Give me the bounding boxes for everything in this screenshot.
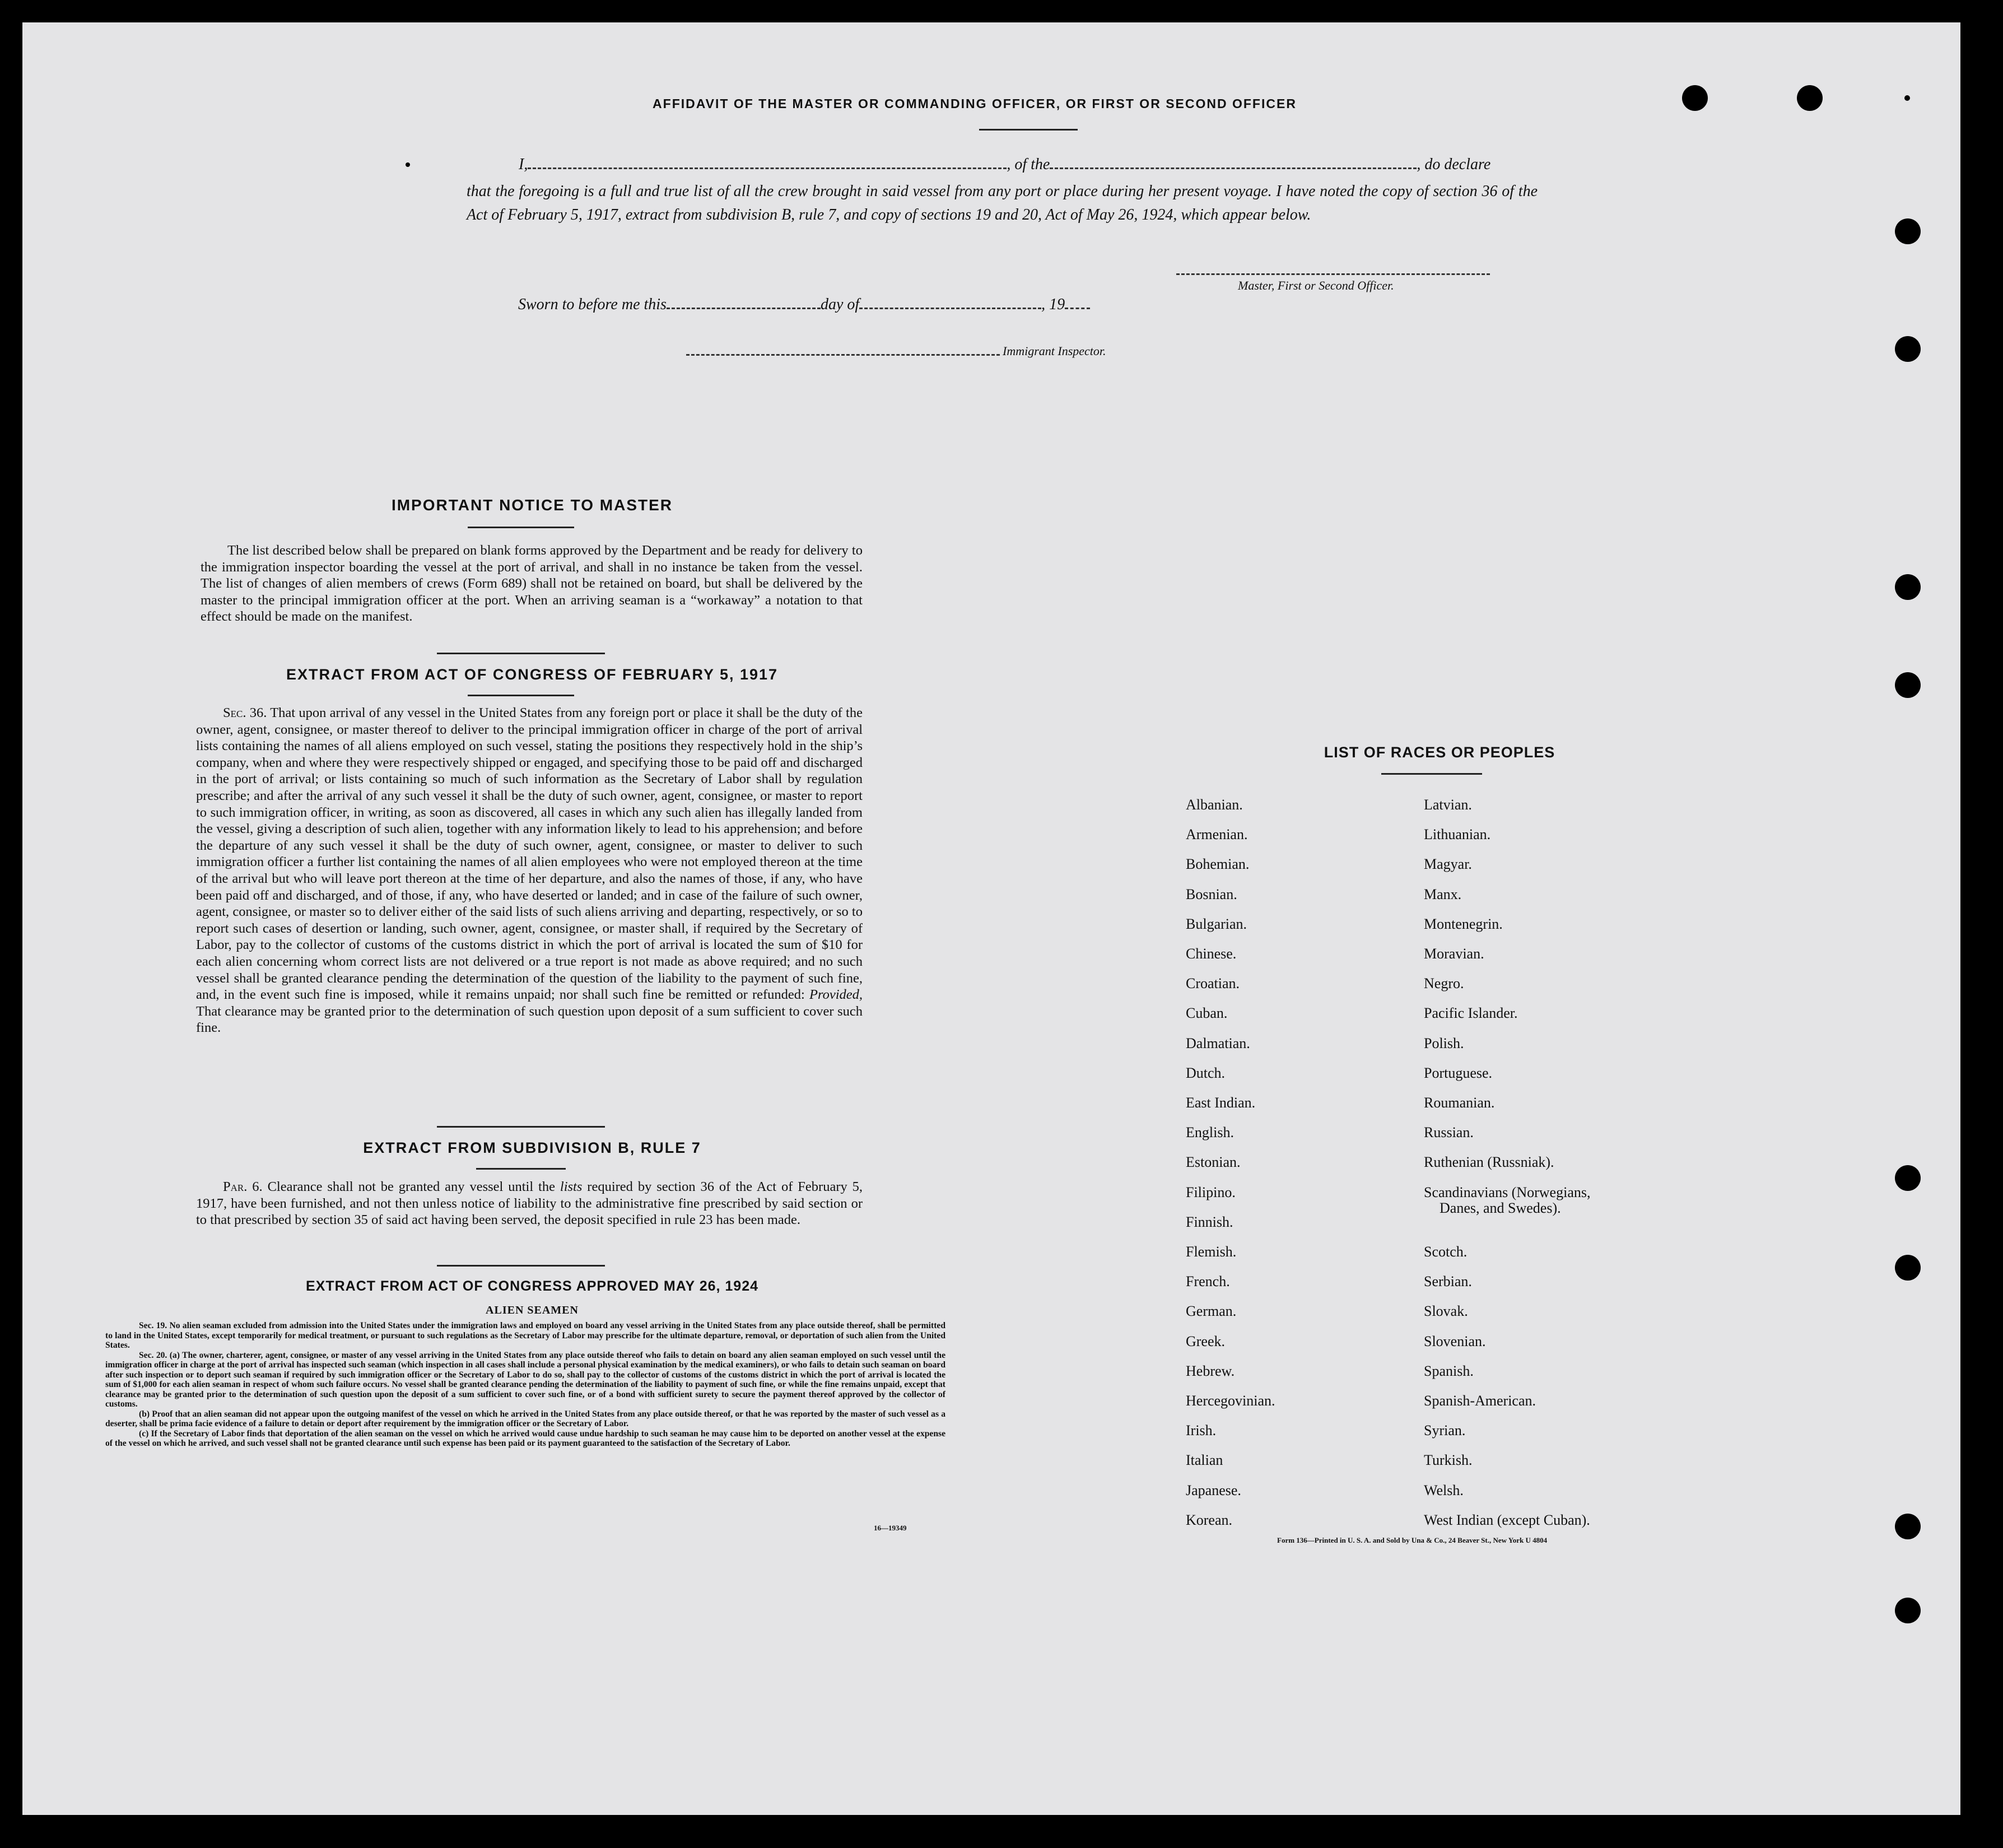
race-item: Cuban. (1186, 1005, 1228, 1022)
vessel-blank (1050, 157, 1417, 169)
race-item: Bohemian. (1186, 856, 1250, 873)
race-item: Portuguese. (1424, 1064, 1493, 1081)
race-item: Russian. (1424, 1124, 1474, 1141)
affidavit-title: AFFIDAVIT OF THE MASTER OR COMMANDING OFFICER, OR FIRST OR SECOND OFFICER (653, 96, 1297, 111)
race-item: Scandinavians (Norwegians, (1424, 1184, 1591, 1200)
race-item: Spanish-American. (1424, 1393, 1536, 1409)
sec-20b-text: (b) Proof that an alien seaman did not appear upon the outgoing manifest of the vessel on which he arrived in the United States from any place outside thereof, or that he was reported by the master of such vessel as a deserter, shall be prima facie evidence of a failure to detain or deport after requirement by the immigration officer or the Secretary of Labor. (105, 1409, 945, 1428)
sec-20c-text: (c) If the Secretary of Labor finds that deportation of the alien seaman on the vessel on which he arrived would cause undue hardship to such seaman he may cause him to be deported on another vessel at the expense of the vessel on which he arrived, and such vessel shall not be granted clearance until such expense has been paid or its payment guaranteed to the satisfaction of the Secretary of Labor. (105, 1428, 945, 1448)
race-item: Spanish. (1424, 1362, 1474, 1379)
race-item: Danes, and Swedes). (1440, 1199, 1561, 1216)
divider (437, 1126, 605, 1128)
race-item: English. (1186, 1124, 1234, 1141)
race-item: Ruthenian (Russniak). (1424, 1154, 1554, 1171)
race-item: Hebrew. (1186, 1362, 1235, 1379)
provided-label: Provided, (809, 987, 863, 1003)
speck (1915, 585, 1919, 592)
race-item: Negro. (1424, 975, 1464, 992)
race-item: Polish. (1424, 1035, 1464, 1051)
punch-hole (1895, 672, 1921, 698)
par-6-label: Par. 6. (223, 1179, 263, 1194)
race-item: Japanese. (1186, 1482, 1241, 1498)
race-item: Flemish. (1186, 1244, 1237, 1260)
race-item: French. (1186, 1273, 1230, 1290)
race-item: Magyar. (1424, 856, 1472, 873)
race-item: Slovenian. (1424, 1333, 1486, 1349)
inspector-signature-label: Immigrant Inspector. (1003, 344, 1106, 358)
divider (437, 1265, 605, 1267)
divider (468, 695, 574, 696)
race-item: Filipino. (1186, 1184, 1236, 1200)
race-item: Moravian. (1424, 946, 1484, 962)
lists-word: lists (560, 1179, 583, 1194)
punch-hole (1797, 85, 1823, 111)
day-of-label: day of (820, 296, 860, 313)
race-item: Welsh. (1424, 1482, 1464, 1498)
race-item: Bulgarian. (1186, 915, 1247, 932)
extract-1924-body (105, 1321, 945, 1449)
rule-7-body (196, 1179, 863, 1228)
race-item: Turkish. (1424, 1452, 1473, 1469)
extract-1924-title: EXTRACT FROM ACT OF CONGRESS APPROVED MAY 26, 1924 (305, 1278, 759, 1294)
master-signature-label: Master, First or Second Officer. (1238, 278, 1394, 292)
day-blank (667, 297, 821, 309)
notice-title: IMPORTANT NOTICE TO MASTER (391, 496, 673, 514)
race-item: German. (1186, 1303, 1237, 1320)
alien-seamen-subtitle: ALIEN SEAMEN (486, 1304, 579, 1316)
race-item: Bosnian. (1186, 886, 1237, 902)
rule-7-title: EXTRACT FROM SUBDIVISION B, RULE 7 (363, 1139, 701, 1156)
extract-1917-body (196, 705, 863, 1036)
punch-hole (1682, 85, 1708, 111)
race-item: East Indian. (1186, 1095, 1256, 1111)
punch-hole (1895, 218, 1921, 244)
sworn-line (518, 296, 1246, 314)
extract-1917-title: EXTRACT FROM ACT OF CONGRESS OF FEBRUARY 5, 1917 (286, 666, 779, 683)
printer-footer: Form 136—Printed in U. S. A. and Sold by Una & Co., 24 Beaver St., New York U 4804 (1277, 1536, 1548, 1544)
race-item: Chinese. (1186, 946, 1237, 962)
speck (1904, 95, 1910, 101)
sec-36-text: That upon arrival of any vessel in the United States from any foreign port or place it shall be the duty of the owner, agent, consignee, or master thereof to deliver to the principal immigration officer in charge of the port of arrival lists containing the names of all aliens employed on such vessel, stating the positions they respectively hold in the ship’s company, when and where they were respectively shipped or engaged, and specifying those to be paid off and discharged in the port of arrival; or lists containing so much of such information as the Secretary of Labor shall by regulation prescribe; and after the arrival of any such vessel it shall be the duty of such owner, agent, consignee, or master to report to such immigration officer, in writing, as soon as discovered, all cases in which any such alien has illegally landed from the vessel, giving a description of such alien, together with any information likely to lead to his apprehension; and before the departure of any such vessel it shall be the duty of such owner, agent, consignee, or master to deliver to such immigration officer a further list containing the names of all alien employees who were not employed thereon at the time of the arrival but who will leave port thereon at the time of her departure, and also the names of those, if any, who have been paid off and discharged, and of those, if any, who have deserted or landed; and in case of the failure of such owner, agent, consignee, or master so to deliver either of the said lists of such aliens arriving and departing, respectively, or so to report such cases of desertion or landing, such owner, agent, consignee, or master shall, if required by the Secretary of Labor, pay to the collector of customs of the customs district in which the port of arrival is located the sum of $10 for each alien concerning whom correct lists are not delivered or a true report is not made as above required; and no such vessel shall be granted clearance pending the determination of the question of the liability to the payment of such fine, and, in the event such fine is imposed, while it remains unpaid; nor shall such fine be remitted or refunded: (196, 705, 863, 1003)
race-item: Dalmatian. (1186, 1035, 1250, 1051)
sec-36-label: Sec. 36. (223, 705, 267, 720)
punch-hole (1895, 336, 1921, 362)
divider (1381, 773, 1482, 775)
sec-20a-text: Sec. 20. (a) The owner, charterer, agent, consignee, or master of any vessel arriving in the United States from any place outside thereof who fails to detain on board any alien seaman employed on such vessel until the immigration officer in charge at the port of arrival has inspected such seaman (which inspection in all cases shall include a personal physical examination by the medical examiners), or who fails to detain such seaman on board after such inspection or to deport such seaman if required by such immigration officer or the Secretary of Labor to do so, shall pay to the collector of customs of the customs district in which the port of arrival is located the sum of $1,000 for each alien seaman in respect of whom such failure occurs. No vessel shall be granted clearance pending the determination of the liability to payment of such fine, or while the fine remains unpaid, except that clearance may be granted prior to the determination of such question upon the deposit of a sum sufficient to cover such fine, or of a bond with sufficient surety to secure the payment thereof approved by the collector of customs. (105, 1350, 945, 1409)
race-item: Greek. (1186, 1333, 1226, 1349)
punch-hole (1895, 1255, 1921, 1281)
month-blank (859, 297, 1041, 309)
race-item: Estonian. (1186, 1154, 1241, 1171)
divider (476, 1168, 566, 1170)
sworn-label: Sworn to before me this (518, 296, 667, 313)
par-6-text-b: required by section 36 of the Act of February 5, 1917, have been furnished, and not then unless notice of liability to the administrative fine prescribed by said section or to that prescribed by section 35 of said act having been served, the deposit specified in rule 23 has been made. (196, 1179, 863, 1228)
race-item: Hercegovinian. (1186, 1393, 1275, 1409)
race-item: Korean. (1186, 1511, 1233, 1528)
race-item: Montenegrin. (1424, 915, 1503, 932)
race-item: Manx. (1424, 886, 1462, 902)
form-code: 16—19349 (874, 1524, 907, 1532)
race-item: Armenian. (1186, 826, 1248, 843)
sec-19-text: Sec. 19. No alien seaman excluded from admission into the United States under the immigration laws and employed on board any vessel arriving in the United States from any place outside thereof, shall be permitted to land in the United States, except temporarily for medical treatment, or pursuant to such regulations as the Secretary of Labor may prescribe for the ultimate departure, removal, or deportation of such alien from the United States. (105, 1321, 945, 1350)
race-item: Scotch. (1424, 1244, 1468, 1260)
divider (979, 129, 1078, 131)
par-6-text-a: Clearance shall not be granted any vessel until the (267, 1179, 555, 1194)
notice-body: The list described below shall be prepared on blank forms approved by the Department and be ready for delivery to the immigration inspector boarding the vessel at the port of arrival, and shall in no instance be taken from the vessel. The list of changes of alien members of crews (Form 689) shall not be retained on board, but shall be delivered by the master to the principal immigration officer at the port. When an arriving seaman is a “workaway” a notation to that effect should be made on the manifest. (201, 543, 863, 624)
affidavit-body: that the foregoing is a full and true list of all the crew brought in said vessel from any port or place during her present voyage. I have noted the copy of section 36 of the Act of February 5, 1917, extract from subdivision B, rule 7, and copy of sections 19 and 20, Act of May 26, 1924, which appear below. (467, 183, 1538, 224)
punch-hole (1895, 1598, 1921, 1623)
race-item: Lithuanian. (1424, 826, 1491, 843)
affidavit-declare: , do declare (1417, 156, 1491, 173)
race-item: Albanian. (1186, 797, 1243, 813)
race-item: Slovak. (1424, 1303, 1468, 1320)
inspector-signature-line (686, 354, 1000, 356)
document-sheet (22, 22, 1960, 1815)
affidavit-of-the: , of the (1007, 156, 1050, 173)
punch-hole (1895, 1165, 1921, 1191)
race-item: Syrian. (1424, 1422, 1466, 1439)
race-item: Irish. (1186, 1422, 1217, 1439)
affidavit-declaration (519, 156, 1538, 174)
affidavit-i: I, (519, 156, 528, 173)
divider (468, 527, 574, 528)
punch-hole (1895, 1514, 1921, 1539)
race-item: Finnish. (1186, 1213, 1233, 1230)
year-label: , 19 (1041, 296, 1065, 313)
race-item: Latvian. (1424, 797, 1472, 813)
divider (437, 653, 605, 654)
master-signature-line (1176, 273, 1490, 275)
race-item: Dutch. (1186, 1064, 1226, 1081)
races-title: LIST OF RACES OR PEOPLES (1324, 744, 1555, 761)
race-item: Pacific Islander. (1424, 1005, 1518, 1022)
race-item: Croatian. (1186, 975, 1240, 992)
race-item: Italian (1186, 1452, 1223, 1469)
race-item: Serbian. (1424, 1273, 1472, 1290)
year-blank (1065, 297, 1090, 309)
sec-36-tail: That clearance may be granted prior to the determination of such question upon deposit of a sum sufficient to cover such fine. (196, 1003, 863, 1036)
race-item: West Indian (except Cuban). (1424, 1511, 1590, 1528)
name-blank (528, 157, 1007, 169)
speck (406, 162, 410, 167)
race-item: Roumanian. (1424, 1095, 1495, 1111)
